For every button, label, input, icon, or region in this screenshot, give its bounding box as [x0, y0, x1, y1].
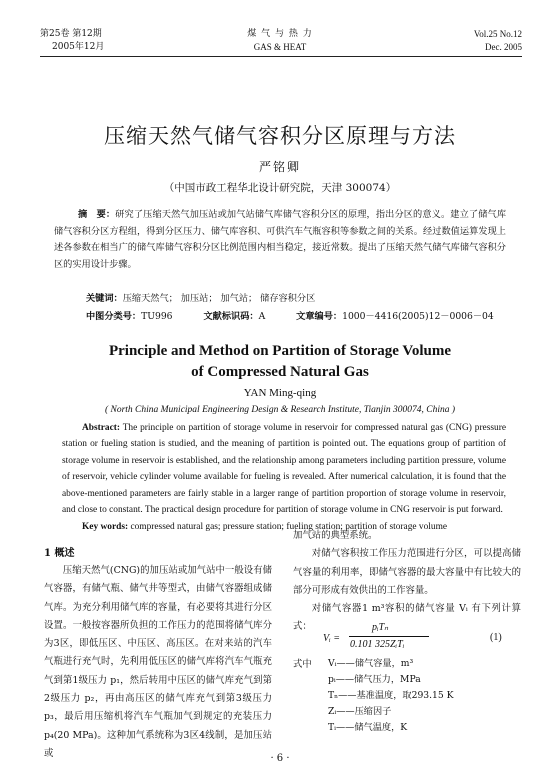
abstract-cn: [54, 207, 506, 273]
right-column: [293, 527, 521, 637]
doc-code-value: A: [258, 311, 266, 322]
header-date-en: Dec. 2005: [485, 42, 522, 52]
abstract-en: [62, 420, 506, 518]
header-journal-cn: 煤 气 与 热 力: [247, 29, 313, 39]
definition-item: Vᵢ——储气容量，m³: [328, 658, 414, 669]
header-rule: [40, 56, 522, 57]
author-cn: 严铭卿: [258, 160, 301, 174]
article-title-en-line2: of Compressed Natural Gas: [191, 364, 369, 380]
right-paragraph-3: 对储气容器1 m³容积的储气容量 Vᵢ 有下列计算式：: [293, 603, 521, 633]
article-no-value: 1000－4416(2005)12－0006－04: [342, 311, 494, 322]
keywords-label: 关键词：: [86, 293, 123, 304]
doc-code-label: 文献标识码：: [203, 311, 259, 322]
article-title-cn: 压缩天然气储气容积分区原理与方法: [104, 124, 456, 148]
formula-number: (1): [490, 632, 502, 643]
keywords-en-text: compressed natural gas; pressure station; fueling station; partition of storage volume: [130, 522, 448, 532]
section-title: 1 概述: [44, 548, 75, 559]
header-journal-en: GAS & HEAT: [253, 42, 307, 52]
formula-lhs: Vᵢ =: [323, 633, 340, 644]
abstract-label: 摘 要：: [78, 209, 116, 220]
classification-line: [86, 309, 494, 326]
formula-numerator: pᵢTₙ: [372, 622, 389, 633]
definition-list: [328, 656, 454, 736]
header-volume-cn: 第25卷 第12期: [40, 29, 102, 39]
right-paragraph-1: 加气站的典型系统。: [293, 530, 378, 541]
defs-intro: 式中: [293, 659, 312, 670]
definition-item: pᵢ——储气压力，MPa: [328, 674, 421, 685]
formula-fraction-bar: [349, 636, 429, 637]
keywords-cn-text: 压缩天然气； 加压站； 加气站； 储存容积分区: [122, 293, 316, 304]
left-paragraph: 压缩天然气(CNG)的加压站或加气站中一般设有储气容器，有储气瓶、储气井等型式，由储气容器组成储气库。为充分利用储气库的容量，有必要将其进行分区设置。一般按容器所负担的工作压力的范围将储气库分为3区，即低压区、中压区、高压区。在对来站的汽车气瓶进行充气时，先利用低压区的储气库将汽车气瓶充气到第1级压力 p₁，然后转用中压区的储气库充气到第2级压力 p₂，再由高压区的储气库充气到第3级压力 p₃，最后用压缩机将汽车气瓶加气到规定的充装压力 p₄(20 MPa)。这种加气系统称为3区4线制，是加压站或: [44, 565, 272, 759]
definition-item: Tₙ——基准温度，取293.15 K: [328, 690, 454, 701]
clc-value: TU996: [141, 311, 173, 322]
author-en: YAN Ming-qing: [243, 387, 317, 399]
header-volume-en: Vol.25 No.12: [473, 29, 522, 39]
affiliation-en: ( North China Municipal Engineering Design & Research Institute, Tianjin 300074, China ): [104, 405, 456, 415]
definition-item: Tᵢ——储气温度，K: [328, 722, 408, 733]
clc-label: 中图分类号：: [86, 311, 142, 322]
abstract-en-label: Abstract:: [82, 423, 121, 433]
page-number: · 6 ·: [270, 753, 290, 764]
keywords-cn: [86, 291, 315, 308]
abstract-en-text: The principle on partition of storage volume in reservoir for compressed natural gas (CNG) pressure station or fueling station is studied, and the meaning of partition is pointed out. The equations group of partition of storage volume in reservoir is established, and the relationship among parameters including partition pressure, volume of reservoir, vehicle cylinder volume available for fueling is revealed. After numerical calculation, it is found that the above-mentioned parameters are fairly stable in a larger range of partition proportion of storage volume in reservoir, and close to constant. The practical design procedure for partition of storage volume in CNG reservoir is put forward.: [62, 423, 506, 516]
keywords-en-label: Key words:: [82, 522, 129, 532]
article-title-en-line1: Principle and Method on Partition of Storage Volume: [108, 343, 452, 359]
right-paragraph-2: 对储气容积按工作压力范围进行分区，可以提高储气容量的利用率，即储气容器的最大容量中有比较大的部分可形成有效供出的工作容量。: [293, 548, 521, 596]
abstract-cn-text: 研究了压缩天然气加压站或加气站储气库储气容积分区的原理，指出分区的意义。建立了储气库储气容积分区方程组，得到分区压力、储气库容积、可供汽车气瓶容积等参数之间的关系。经过数值运算发现上述各参数在相当广的储气库储气容积分区比例范围内相当稳定，接近常数。提出了压缩天然气储气库储气容积分区的实用设计步骤。: [54, 209, 507, 270]
article-no-label: 文章编号：: [296, 311, 343, 322]
left-column: [44, 562, 272, 763]
affiliation-cn: （中国市政工程华北设计研究院，天津 300074）: [163, 182, 397, 194]
header-date-cn: 2005年12月: [52, 42, 105, 52]
definition-item: Zᵢ——压缩因子: [328, 706, 392, 717]
formula-denominator: 0.101 325ZᵢTᵢ: [350, 639, 405, 650]
